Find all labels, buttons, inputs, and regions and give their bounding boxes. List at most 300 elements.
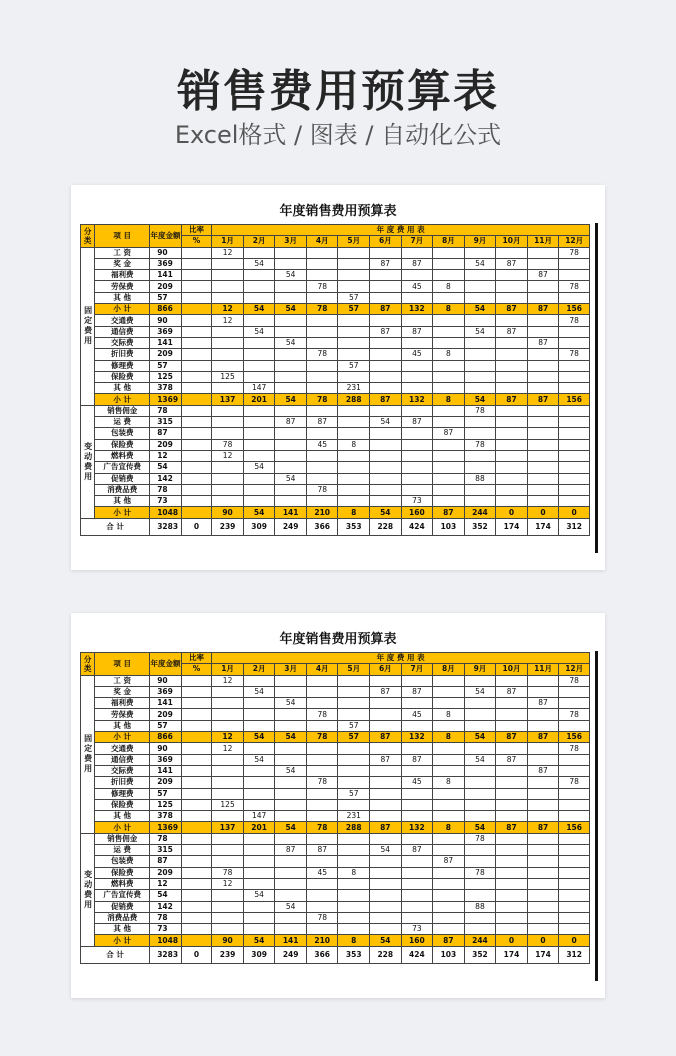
amount-cell: 12 — [150, 878, 182, 889]
month-cell — [338, 417, 370, 428]
total-month-cell: 352 — [464, 518, 496, 535]
item-name: 其 他 — [95, 924, 150, 935]
month-cell: 87 — [370, 822, 402, 833]
month-cell — [433, 890, 465, 901]
header-amount: 年度金额 — [150, 653, 182, 676]
month-cell — [496, 720, 528, 731]
amount-cell: 125 — [150, 371, 182, 382]
month-cell — [370, 890, 402, 901]
month-cell: 54 — [243, 507, 275, 518]
month-cell — [559, 473, 590, 484]
month-cell: 288 — [338, 822, 370, 833]
month-cell: 87 — [527, 822, 559, 833]
month-cell — [527, 743, 559, 754]
item-name: 交际费 — [95, 337, 150, 348]
month-cell — [212, 765, 244, 776]
category-label: 固定费用 — [81, 247, 95, 405]
item-name: 包装费 — [95, 856, 150, 867]
item-name: 福利费 — [95, 698, 150, 709]
month-cell: 78 — [212, 439, 244, 450]
item-name: 通信费 — [95, 326, 150, 337]
month-cell — [275, 743, 307, 754]
month-cell — [559, 383, 590, 394]
month-cell: 231 — [338, 811, 370, 822]
month-cell — [433, 360, 465, 371]
amount-cell: 141 — [150, 698, 182, 709]
month-cell: 8 — [433, 394, 465, 405]
month-cell — [275, 405, 307, 416]
month-cell — [243, 484, 275, 495]
ratio-cell — [181, 281, 212, 292]
header-month: 9月 — [464, 236, 496, 247]
ratio-cell — [181, 337, 212, 348]
month-cell — [559, 924, 590, 935]
month-cell — [338, 924, 370, 935]
month-cell — [433, 270, 465, 281]
ratio-cell — [181, 439, 212, 450]
month-cell — [306, 428, 338, 439]
total-month-cell: 366 — [306, 518, 338, 535]
month-cell — [559, 799, 590, 810]
month-cell: 87 — [527, 337, 559, 348]
month-cell — [401, 292, 433, 303]
month-cell — [527, 349, 559, 360]
month-cell — [464, 856, 496, 867]
month-cell: 156 — [559, 732, 590, 743]
month-cell — [496, 878, 528, 889]
month-cell — [306, 799, 338, 810]
month-cell — [559, 811, 590, 822]
ratio-cell — [181, 247, 212, 258]
total-month-cell: 352 — [464, 946, 496, 963]
month-cell — [243, 247, 275, 258]
month-cell — [401, 799, 433, 810]
month-cell: 87 — [401, 326, 433, 337]
ratio-cell — [181, 428, 212, 439]
month-cell — [370, 799, 402, 810]
month-cell — [496, 867, 528, 878]
month-cell: 210 — [306, 935, 338, 946]
header-row — [81, 653, 590, 664]
month-cell — [212, 709, 244, 720]
month-cell — [306, 258, 338, 269]
month-cell: 8 — [338, 935, 370, 946]
month-cell — [559, 337, 590, 348]
month-cell — [401, 450, 433, 461]
month-cell — [401, 439, 433, 450]
month-cell — [527, 484, 559, 495]
month-cell: 12 — [212, 743, 244, 754]
total-month-cell: 312 — [559, 518, 590, 535]
month-cell: 87 — [370, 258, 402, 269]
amount-cell: 378 — [150, 811, 182, 822]
month-cell — [275, 924, 307, 935]
month-cell — [212, 912, 244, 923]
month-cell — [433, 743, 465, 754]
month-cell: 54 — [243, 732, 275, 743]
month-cell: 54 — [243, 462, 275, 473]
month-cell — [527, 799, 559, 810]
table-row — [81, 484, 590, 495]
ratio-cell — [181, 720, 212, 731]
month-cell — [275, 383, 307, 394]
month-cell — [464, 371, 496, 382]
ratio-cell — [181, 833, 212, 844]
month-cell — [275, 686, 307, 697]
month-cell: 54 — [275, 765, 307, 776]
month-cell — [338, 833, 370, 844]
amount-cell: 315 — [150, 845, 182, 856]
item-name: 小 计 — [95, 507, 150, 518]
month-cell — [370, 709, 402, 720]
month-cell: 54 — [243, 326, 275, 337]
month-cell: 87 — [401, 417, 433, 428]
month-cell — [243, 450, 275, 461]
month-cell — [243, 709, 275, 720]
amount-cell: 378 — [150, 383, 182, 394]
month-cell — [464, 383, 496, 394]
amount-cell: 141 — [150, 337, 182, 348]
total-month-cell: 309 — [243, 946, 275, 963]
item-name: 工 资 — [95, 247, 150, 258]
month-cell — [212, 383, 244, 394]
month-cell: 8 — [433, 709, 465, 720]
month-cell — [464, 765, 496, 776]
amount-cell: 209 — [150, 867, 182, 878]
month-cell — [464, 811, 496, 822]
month-cell — [527, 439, 559, 450]
month-cell — [338, 777, 370, 788]
header-months-title: 年 度 费 用 表 — [212, 225, 590, 236]
month-cell: 78 — [306, 281, 338, 292]
month-cell — [527, 867, 559, 878]
month-cell — [527, 281, 559, 292]
ratio-cell — [181, 811, 212, 822]
month-cell — [559, 484, 590, 495]
table-row — [81, 743, 590, 754]
month-cell: 87 — [496, 326, 528, 337]
month-cell: 87 — [527, 394, 559, 405]
month-cell — [275, 292, 307, 303]
total-month-cell: 239 — [212, 946, 244, 963]
month-cell — [338, 337, 370, 348]
month-cell — [306, 675, 338, 686]
header-month: 5月 — [338, 664, 370, 675]
month-cell: 45 — [306, 439, 338, 450]
month-cell: 87 — [370, 754, 402, 765]
total-ratio: 0 — [181, 946, 212, 963]
month-cell: 54 — [243, 258, 275, 269]
month-cell — [370, 675, 402, 686]
month-cell: 45 — [401, 709, 433, 720]
month-cell — [306, 360, 338, 371]
month-cell: 54 — [243, 935, 275, 946]
month-cell — [370, 371, 402, 382]
month-cell — [401, 878, 433, 889]
month-cell — [433, 258, 465, 269]
month-cell: 78 — [464, 867, 496, 878]
month-cell — [559, 845, 590, 856]
amount-cell: 78 — [150, 405, 182, 416]
month-cell — [243, 698, 275, 709]
month-cell — [401, 337, 433, 348]
table-row — [81, 924, 590, 935]
month-cell — [496, 247, 528, 258]
month-cell — [275, 754, 307, 765]
month-cell — [243, 867, 275, 878]
month-cell — [433, 450, 465, 461]
month-cell — [433, 754, 465, 765]
month-cell: 78 — [464, 405, 496, 416]
month-cell: 57 — [338, 788, 370, 799]
month-cell: 87 — [527, 270, 559, 281]
month-cell: 87 — [275, 845, 307, 856]
month-cell: 90 — [212, 935, 244, 946]
month-cell: 137 — [212, 394, 244, 405]
total-month-cell: 249 — [275, 518, 307, 535]
item-name: 运 费 — [95, 417, 150, 428]
month-cell: 57 — [338, 304, 370, 315]
month-cell — [559, 856, 590, 867]
month-cell — [212, 496, 244, 507]
month-cell — [496, 845, 528, 856]
month-cell — [464, 281, 496, 292]
month-cell — [338, 450, 370, 461]
month-cell — [212, 473, 244, 484]
month-cell: 78 — [559, 315, 590, 326]
ratio-cell — [181, 417, 212, 428]
ratio-cell — [181, 371, 212, 382]
total-month-cell: 239 — [212, 518, 244, 535]
month-cell: 8 — [433, 732, 465, 743]
month-cell — [527, 315, 559, 326]
month-cell — [243, 337, 275, 348]
item-name: 折旧费 — [95, 349, 150, 360]
month-cell: 45 — [401, 281, 433, 292]
table-row — [81, 754, 590, 765]
amount-cell: 209 — [150, 777, 182, 788]
month-cell — [464, 270, 496, 281]
month-cell — [559, 360, 590, 371]
month-cell — [370, 867, 402, 878]
table-row — [81, 383, 590, 394]
month-cell — [433, 845, 465, 856]
month-cell — [496, 924, 528, 935]
month-cell — [370, 924, 402, 935]
month-cell — [433, 686, 465, 697]
month-cell — [370, 315, 402, 326]
month-cell: 54 — [243, 754, 275, 765]
month-cell — [401, 743, 433, 754]
item-name: 燃料费 — [95, 450, 150, 461]
month-cell — [401, 473, 433, 484]
month-cell — [496, 270, 528, 281]
ratio-cell — [181, 743, 212, 754]
header-percent: % — [181, 664, 212, 675]
budget-table — [80, 652, 590, 964]
month-cell: 78 — [306, 394, 338, 405]
month-cell — [275, 360, 307, 371]
month-cell — [401, 867, 433, 878]
month-cell — [275, 281, 307, 292]
ratio-cell — [181, 496, 212, 507]
month-cell: 54 — [275, 473, 307, 484]
month-cell — [243, 788, 275, 799]
month-cell — [306, 856, 338, 867]
month-cell — [370, 428, 402, 439]
month-cell: 78 — [464, 439, 496, 450]
page-subtitle: Excel格式 / 图表 / 自动化公式 — [174, 121, 502, 149]
month-cell — [243, 901, 275, 912]
ratio-cell — [181, 867, 212, 878]
month-cell — [496, 765, 528, 776]
ratio-cell — [181, 675, 212, 686]
month-cell: 78 — [306, 777, 338, 788]
month-cell — [496, 473, 528, 484]
sheet-edge-bar — [595, 651, 598, 981]
month-cell: 87 — [306, 845, 338, 856]
month-cell — [496, 462, 528, 473]
month-cell — [401, 360, 433, 371]
month-cell — [433, 788, 465, 799]
month-cell: 87 — [370, 326, 402, 337]
month-cell — [527, 371, 559, 382]
month-cell — [464, 799, 496, 810]
month-cell: 141 — [275, 507, 307, 518]
month-cell — [212, 924, 244, 935]
item-name: 保险费 — [95, 371, 150, 382]
amount-cell: 866 — [150, 304, 182, 315]
total-ratio: 0 — [181, 518, 212, 535]
month-cell: 88 — [464, 901, 496, 912]
month-cell: 78 — [306, 912, 338, 923]
month-cell — [433, 924, 465, 935]
month-cell — [275, 247, 307, 258]
subtotal-row — [81, 394, 590, 405]
ratio-cell — [181, 304, 212, 315]
month-cell — [306, 383, 338, 394]
month-cell — [401, 811, 433, 822]
total-month-cell: 353 — [338, 518, 370, 535]
header-category: 分类 — [81, 225, 95, 248]
month-cell — [433, 833, 465, 844]
month-cell — [212, 833, 244, 844]
month-cell: 87 — [370, 304, 402, 315]
month-cell: 210 — [306, 507, 338, 518]
month-cell: 54 — [370, 417, 402, 428]
month-cell — [464, 349, 496, 360]
month-cell — [212, 754, 244, 765]
month-cell — [496, 439, 528, 450]
month-cell: 8 — [433, 822, 465, 833]
month-cell — [433, 912, 465, 923]
month-cell — [306, 924, 338, 935]
month-cell: 87 — [496, 258, 528, 269]
month-cell: 87 — [401, 686, 433, 697]
month-cell: 8 — [338, 507, 370, 518]
month-cell — [212, 890, 244, 901]
month-cell — [496, 901, 528, 912]
item-name: 小 计 — [95, 935, 150, 946]
header-month: 4月 — [306, 664, 338, 675]
month-cell — [370, 901, 402, 912]
month-cell — [496, 698, 528, 709]
total-month-cell: 366 — [306, 946, 338, 963]
month-cell — [433, 371, 465, 382]
month-cell — [275, 720, 307, 731]
amount-cell: 142 — [150, 901, 182, 912]
month-cell — [496, 709, 528, 720]
total-month-cell: 312 — [559, 946, 590, 963]
month-cell — [433, 867, 465, 878]
ratio-cell — [181, 754, 212, 765]
amount-cell: 73 — [150, 496, 182, 507]
ratio-cell — [181, 912, 212, 923]
month-cell — [338, 890, 370, 901]
table-row — [81, 315, 590, 326]
item-name: 促销费 — [95, 473, 150, 484]
item-name: 折旧费 — [95, 777, 150, 788]
header-month: 10月 — [496, 664, 528, 675]
month-cell — [401, 912, 433, 923]
month-cell — [433, 878, 465, 889]
total-month-cell: 249 — [275, 946, 307, 963]
header-month: 3月 — [275, 236, 307, 247]
month-cell — [338, 496, 370, 507]
total-amount: 3283 — [150, 518, 182, 535]
table-row — [81, 709, 590, 720]
month-cell — [370, 743, 402, 754]
month-cell — [338, 845, 370, 856]
month-cell — [370, 912, 402, 923]
table-row — [81, 428, 590, 439]
header-month: 7月 — [401, 236, 433, 247]
month-cell — [370, 811, 402, 822]
month-cell: 78 — [306, 732, 338, 743]
header-month: 5月 — [338, 236, 370, 247]
month-cell — [527, 777, 559, 788]
header-month: 1月 — [212, 236, 244, 247]
table-row — [81, 292, 590, 303]
month-cell — [370, 878, 402, 889]
month-cell — [370, 270, 402, 281]
amount-cell: 125 — [150, 799, 182, 810]
month-cell — [370, 698, 402, 709]
month-cell — [338, 901, 370, 912]
table-row — [81, 258, 590, 269]
month-cell — [370, 833, 402, 844]
month-cell: 156 — [559, 822, 590, 833]
sheet-body — [80, 200, 596, 536]
ratio-cell — [181, 890, 212, 901]
ratio-cell — [181, 360, 212, 371]
month-cell — [243, 799, 275, 810]
month-cell — [464, 247, 496, 258]
month-cell — [527, 890, 559, 901]
month-cell — [401, 462, 433, 473]
amount-cell: 57 — [150, 720, 182, 731]
month-cell: 8 — [338, 867, 370, 878]
month-cell: 87 — [401, 845, 433, 856]
header-months-title: 年 度 费 用 表 — [212, 653, 590, 664]
amount-cell: 54 — [150, 462, 182, 473]
month-cell — [496, 777, 528, 788]
month-cell: 90 — [212, 507, 244, 518]
month-cell — [496, 383, 528, 394]
month-cell — [306, 326, 338, 337]
ratio-cell — [181, 326, 212, 337]
month-cell — [559, 720, 590, 731]
